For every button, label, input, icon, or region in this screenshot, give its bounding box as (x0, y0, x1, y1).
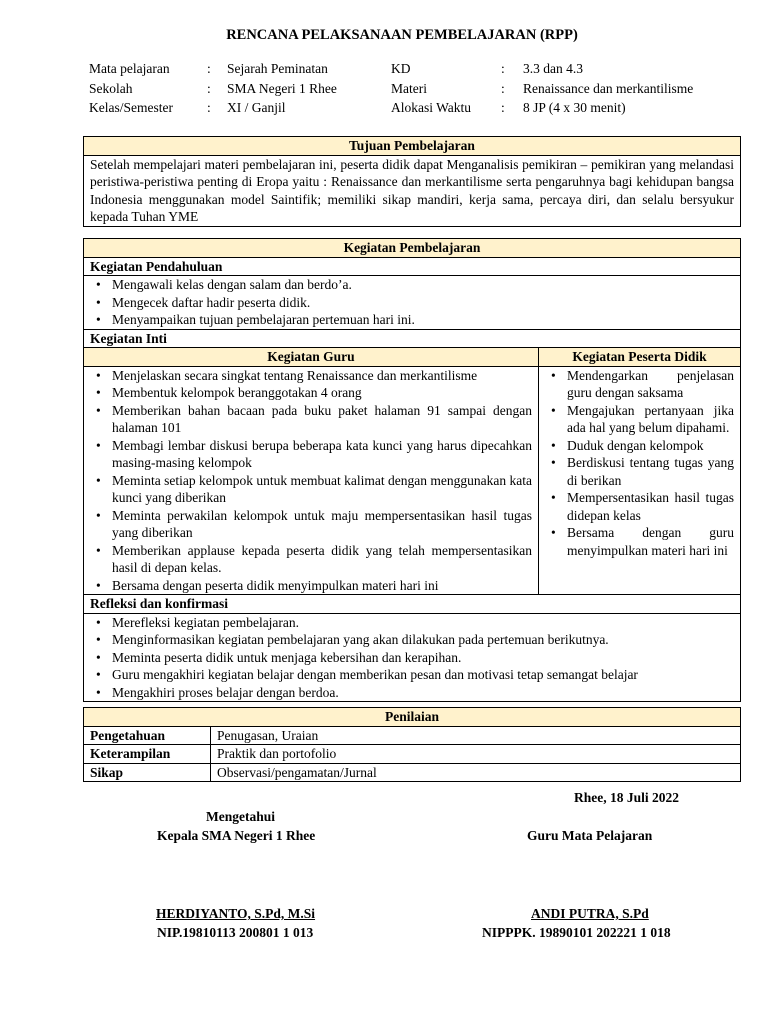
list-item: • Meminta peserta didik untuk menjaga kebersihan dan kerapihan. (112, 649, 734, 667)
info-value: 8 JP (4 x 30 menit) (523, 100, 626, 115)
core-activity-title: Kegiatan Inti (84, 329, 741, 348)
identity-block (0, 60, 768, 119)
info-label: Alokasi Waktu (391, 100, 472, 115)
learning-objective-text: Setelah mempelajari materi pembelajaran ini, peserta didik dapat Menganalisis pemikiran – pemikiran yang melandasi peristiwa-peristiwa penting di Eropa yaitu : Renaissance dan merkantilisme serta pengaruhnya bagi kehidupan bangsa Indonesia menggunakan model Saintifik; memiliki sikap mandiri, kerja sama, percaya diri, dan selalu bersyukur kepada Tuhan YME (84, 155, 741, 226)
info-value: Sejarah Peminatan (227, 61, 328, 76)
info-label: Sekolah (89, 80, 133, 96)
info-colon: : (207, 61, 211, 76)
list-item: • Guru mengakhiri kegiatan belajar dengan memberikan pesan dan motivasi tetap semangat belajar (112, 666, 734, 684)
table-row (84, 726, 741, 745)
learning-objective-header: Tujuan Pembelajaran (84, 137, 741, 156)
list-item: • Mengawali kelas dengan salam dan berdo’a. (112, 276, 734, 294)
assessment-aspect: Sikap (84, 763, 211, 782)
place-date: Rhee, 18 Juli 2022 (574, 790, 680, 805)
teacher-id: NIPPPK. 19890101 202221 1 018 (482, 925, 671, 940)
assessment-header: Penilaian (84, 708, 741, 727)
info-value: Renaissance dan merkantilisme (523, 80, 694, 96)
info-row (0, 99, 768, 119)
opening-activity-cell (84, 276, 741, 330)
teacher-activity-list (90, 367, 532, 595)
table-row (84, 745, 741, 764)
info-value: XI / Ganjil (227, 100, 286, 115)
info-colon: : (501, 80, 505, 96)
reflection-list (90, 614, 734, 702)
teacher-activity-cell (84, 366, 539, 595)
list-item: • Meminta perwakilan kelompok untuk maju mempersentasikan hasil tugas yang diberikan (112, 507, 532, 542)
assessment-aspect: Keterampilan (84, 745, 211, 764)
list-item: • Bersama dengan guru menyimpulkan materi hari ini (567, 524, 734, 559)
list-item: • Mengecek daftar hadir peserta didik. (112, 294, 734, 312)
list-item: • Membentuk kelompok beranggotakan 4 orang (112, 384, 532, 402)
info-colon: : (501, 100, 505, 115)
list-item: • Mempersentasikan hasil tugas didepan kelas (567, 489, 734, 524)
info-label: Materi (391, 80, 427, 96)
reflection-title: Refleksi dan konfirmasi (84, 595, 741, 614)
list-item: • Merefleksi kegiatan pembelajaran. (112, 614, 734, 632)
list-item: • Bersama dengan peserta didik menyimpulkan materi hari ini (112, 577, 532, 595)
acknowledged-label: Mengetahui (206, 809, 275, 824)
student-activity-cell (539, 366, 741, 595)
info-value: SMA Negeri 1 Rhee (227, 80, 337, 96)
info-colon: : (501, 61, 505, 76)
assessment-method: Praktik dan portofolio (211, 745, 741, 764)
info-row (0, 60, 768, 80)
teacher-role: Guru Mata Pelajaran (527, 828, 653, 843)
info-label: Mata pelajaran (89, 61, 170, 76)
reflection-cell (84, 613, 741, 702)
info-label: KD (391, 61, 411, 76)
list-item: • Memberikan applause kepada peserta didik yang telah mempersentasikan hasil di depan kelas. (112, 542, 532, 577)
list-item: • Membagi lembar diskusi berupa beberapa kata kunci yang harus dipecahkan masing-masing kelompok (112, 437, 532, 472)
teacher-activity-header: Kegiatan Guru (84, 348, 539, 367)
assessment-aspect: Pengetahuan (84, 726, 211, 745)
list-item: • Menyampaikan tujuan pembelajaran pertemuan hari ini. (112, 311, 734, 329)
teacher-name: ANDI PUTRA, S.Pd (531, 906, 649, 921)
learning-activities-table (83, 238, 741, 702)
list-item: • Mengajukan pertanyaan jika ada hal yang belum dipahami. (567, 402, 734, 437)
list-item: • Duduk dengan kelompok (567, 437, 734, 455)
info-colon: : (207, 100, 211, 115)
list-item: • Memberikan bahan bacaan pada buku paket halaman 91 sampai dengan halaman 101 (112, 402, 532, 437)
opening-activity-list (90, 276, 734, 329)
list-item: • Menginformasikan kegiatan pembelajaran yang akan dilakukan pada pertemuan berikutnya. (112, 631, 734, 649)
info-colon: : (207, 80, 211, 96)
list-item: • Mendengarkan penjelasan guru dengan saksama (567, 367, 734, 402)
info-value: 3.3 dan 4.3 (523, 61, 583, 76)
student-activity-header: Kegiatan Peserta Didik (539, 348, 741, 367)
list-item: • Mengakhiri proses belajar dengan berdoa. (112, 684, 734, 702)
principal-role: Kepala SMA Negeri 1 Rhee (157, 828, 316, 843)
table-row (84, 763, 741, 782)
info-label: Kelas/Semester (89, 100, 173, 115)
list-item: • Menjelaskan secara singkat tentang Renaissance dan merkantilisme (112, 367, 532, 385)
learning-objective-table (83, 136, 741, 227)
learning-activities-header: Kegiatan Pembelajaran (84, 239, 741, 258)
assessment-method: Observasi/pengamatan/Jurnal (211, 763, 741, 782)
list-item: • Berdiskusi tentang tugas yang di berikan (567, 454, 734, 489)
document-title: RENCANA PELAKSANAAN PEMBELAJARAN (RPP) (226, 27, 578, 43)
principal-id: NIP.19810113 200801 1 013 (157, 925, 314, 940)
principal-name: HERDIYANTO, S.Pd, M.Si (156, 906, 316, 921)
student-activity-list (545, 367, 734, 560)
opening-activity-title: Kegiatan Pendahuluan (84, 257, 741, 276)
list-item: • Meminta setiap kelompok untuk membuat kalimat dengan menggunakan kata kunci yang diberikan (112, 472, 532, 507)
info-row (0, 80, 768, 100)
assessment-method: Penugasan, Uraian (211, 726, 741, 745)
assessment-table (83, 707, 741, 782)
